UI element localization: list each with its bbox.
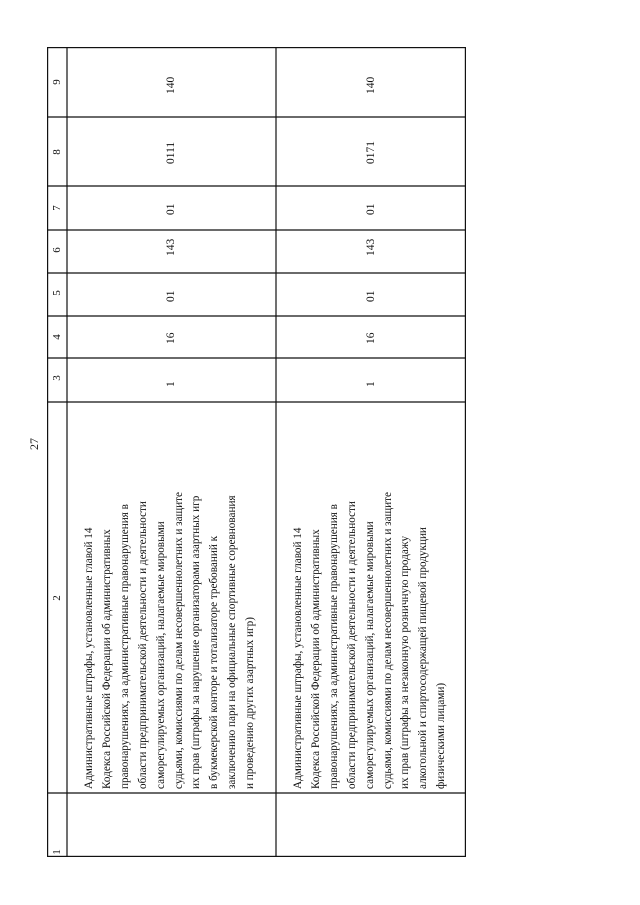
header-col-5: 5 <box>51 290 63 296</box>
row-2-col-8: 0171 <box>365 141 377 164</box>
row-2-col-4: 16 <box>365 332 377 344</box>
page-number <box>27 437 41 461</box>
row-1-description <box>81 492 260 789</box>
row-1-col-7: 01 <box>165 203 177 215</box>
description-line: физическими лицами) <box>435 682 448 789</box>
description-line: Кодекса Российской Федерации об административных <box>309 529 322 789</box>
description-line: области предпринимательской деятельности и деятельности <box>136 501 149 789</box>
row-1-col-9: 140 <box>165 76 177 94</box>
row-2-col-6: 143 <box>365 238 377 256</box>
description-line: и проведению других азартных игр) <box>244 617 257 789</box>
description-line: правонарушениях, за административные правонарушения в <box>118 504 131 789</box>
header-col-6: 6 <box>51 247 63 253</box>
row-2-col-3: 1 <box>365 381 377 387</box>
description-line: в букмекерской конторе и тотализаторе требований к <box>208 535 221 789</box>
description-line: Кодекса Российской Федерации об административных <box>100 529 113 789</box>
row-1-col-8: 0111 <box>165 141 177 164</box>
header-col-2: 2 <box>51 595 63 601</box>
header-col-3: 3 <box>51 375 63 381</box>
description-line: Административные штрафы, установленные главой 14 <box>83 527 95 789</box>
description-line: судьями, комиссиями по делам несовершеннолетних и защите <box>172 491 185 789</box>
header-col-7: 7 <box>51 205 63 211</box>
row-1-col-6: 143 <box>165 238 177 256</box>
description-line: судьями, комиссиями по делам несовершеннолетних и защите <box>381 491 394 789</box>
description-line: их прав (штрафы за незаконную розничную продажу <box>399 535 412 789</box>
description-line: саморегулируемых организаций, налагаемые мировыми <box>154 521 167 789</box>
description-line: правонарушениях, за административные правонарушения в <box>327 504 340 789</box>
description-line: заключению пари на официальные спортивные соревнования <box>226 495 239 789</box>
header-col-1: 1 <box>51 849 63 855</box>
row-1-col-5: 01 <box>165 290 177 302</box>
rotated-table <box>47 47 466 857</box>
header-col-4: 4 <box>51 334 63 340</box>
row-2-col-7: 01 <box>365 203 377 215</box>
row-2-col-9: 140 <box>365 76 377 94</box>
row-1-col-3: 1 <box>165 381 177 387</box>
row-2-description <box>290 492 451 789</box>
description-line: алкогольной и спиртосодержащей пищевой продукции <box>417 527 430 789</box>
row-2-col-5: 01 <box>365 290 377 302</box>
description-line: Административные штрафы, установленные главой 14 <box>292 527 304 789</box>
header-col-8: 8 <box>51 149 63 155</box>
row-1-col-4: 16 <box>165 332 177 344</box>
description-line: саморегулируемых организаций, налагаемые мировыми <box>363 521 376 789</box>
header-col-9: 9 <box>51 79 63 85</box>
description-line: их прав (штрафы за нарушение организаторами азартных игр <box>190 495 203 789</box>
page-number-text: 27 <box>27 438 41 450</box>
description-line: области предпринимательской деятельности и деятельности <box>345 501 358 789</box>
